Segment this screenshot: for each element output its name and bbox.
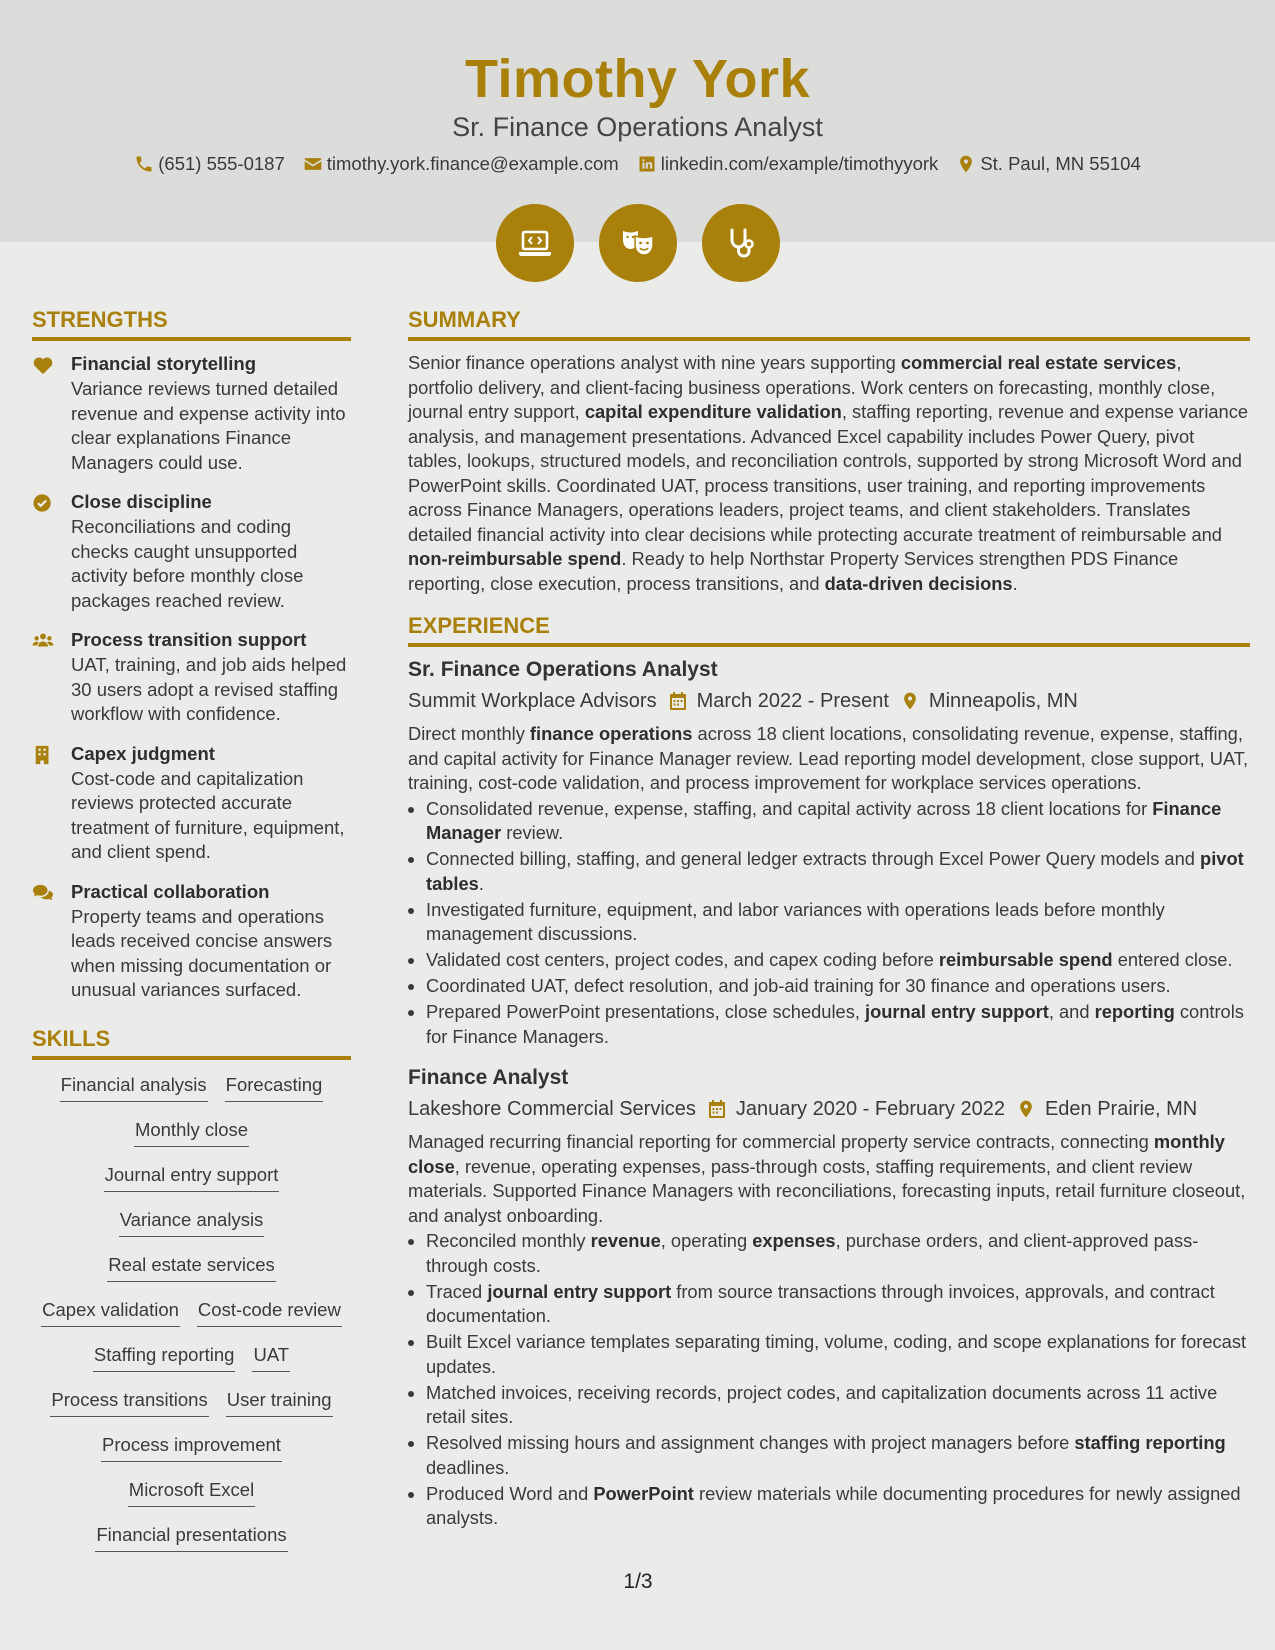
text-run: Coordinated UAT, defect resolution, and job-aid training for 30 finance and operations users. [426, 975, 1171, 996]
bold-phrase: reporting [1094, 1001, 1175, 1022]
text-run: from source transactions through invoices, approvals, and contract documentation. [426, 1280, 1215, 1326]
strength-item [32, 741, 351, 865]
skill-tag: UAT [252, 1342, 290, 1372]
job-intro [408, 1130, 1250, 1228]
skill-tag: Capex validation [41, 1297, 180, 1327]
bold-phrase: expenses [752, 1230, 836, 1251]
comments-icon [32, 883, 54, 903]
linkedin-icon [637, 154, 657, 174]
interest-badges [0, 204, 1275, 282]
envelope-icon [303, 154, 323, 174]
text-run: Prepared PowerPoint presentations, close schedules, [426, 1001, 865, 1022]
contact-location [956, 150, 1140, 178]
skills-heading: SKILLS [32, 1025, 351, 1060]
text-run: , operating [660, 1230, 753, 1251]
text-run: Reconciled monthly [426, 1230, 591, 1251]
job-bullet [426, 1482, 1250, 1531]
skill-tag: Journal entry support [104, 1162, 280, 1192]
skill-tag: Real estate services [107, 1252, 276, 1282]
page-number: 1/3 [623, 1570, 653, 1593]
text-run: Connected billing, staffing, and general ledger extracts through Excel Power Query models and [426, 848, 1201, 869]
skill-row [32, 1207, 351, 1252]
contact-linkedin-text: linkedin.com/example/timothyyork [660, 153, 939, 174]
contact-bar [0, 150, 1275, 178]
contact-location-text: St. Paul, MN 55104 [980, 153, 1141, 174]
text-run: Consolidated revenue, expense, staffing, and capital activity across 18 client locations for [426, 797, 1153, 819]
strength-item [32, 351, 351, 475]
strength-title: Practical collaboration [71, 880, 270, 902]
strength-title: Capex judgment [71, 742, 215, 764]
candidate-name: Timothy York [464, 49, 811, 109]
job-meta [408, 686, 1250, 716]
skills-list [32, 1072, 351, 1567]
skill-row [32, 1162, 351, 1207]
job-meta [408, 1094, 1250, 1124]
bold-phrase: data-driven decisions [824, 572, 1013, 594]
skill-tag: Forecasting [225, 1072, 324, 1102]
experience-section [408, 612, 1250, 1531]
job-bullet [426, 898, 1250, 947]
job-title: Sr. Finance Operations Analyst [408, 658, 718, 681]
text-run: across 18 client locations, consolidating revenue, expense, staffing, and capital activity for Finance Manager review. Lead reporting model development, close support, UAT, training, cost-code validation, and process improvement for workplace services operations. [408, 723, 1249, 793]
text-run: Managed recurring financial reporting for commercial property service contracts, connecting [408, 1131, 1154, 1152]
contact-phone-text: (651) 555-0187 [158, 153, 285, 174]
text-run: Built Excel variance templates separating timing, volume, coding, and scope explanations for forecast updates. [426, 1331, 1247, 1377]
text-run: review. [501, 822, 564, 843]
phone-icon [134, 154, 154, 174]
calendar-icon [707, 1099, 727, 1119]
bold-phrase: staffing reporting [1074, 1432, 1226, 1453]
right-column [408, 306, 1250, 1532]
text-run: , and [1048, 1001, 1095, 1022]
bold-phrase: PowerPoint [593, 1482, 694, 1504]
job-company: Lakeshore Commercial Services [408, 1098, 696, 1120]
check-circle-icon [32, 493, 54, 513]
strength-item [32, 627, 351, 727]
skill-tag: Microsoft Excel [128, 1477, 255, 1507]
job-bullet [426, 1229, 1250, 1278]
bold-phrase: commercial real estate services [900, 352, 1177, 373]
map-pin-icon [1016, 1099, 1036, 1119]
text-run: Senior finance operations analyst with nine years supporting [408, 352, 901, 373]
job-title: Finance Analyst [408, 1066, 569, 1089]
strength-title: Financial storytelling [71, 353, 257, 374]
job-entry [408, 1063, 1250, 1531]
skill-row [32, 1072, 351, 1117]
job-bullet [426, 948, 1250, 973]
skill-tag: Process transitions [50, 1387, 208, 1417]
skill-row [32, 1297, 351, 1342]
skill-tag: Staffing reporting [93, 1342, 236, 1372]
job-bullets [408, 797, 1250, 1050]
text-run: , staffing reporting, revenue and expense variance analysis, and management presentations. Advanced Excel capability includes Power Query, pivot tables, lookups, structured models, and reconciliation controls, supported by strong Microsoft Word and PowerPoint skills. Coordinated UAT, process transitions, user training, and reporting improvements across Finance Managers, operations leaders, project teams, and client stakeholders. Translates detailed financial activity into clear decisions while protecting accurate treatment of reimbursable and [408, 401, 1249, 545]
skill-tag: Cost-code review [197, 1297, 342, 1327]
badge-stethoscope [702, 204, 780, 282]
summary-text [408, 351, 1250, 596]
text-run: entered close. [1112, 949, 1233, 970]
calendar-icon [668, 691, 688, 711]
contact-phone[interactable] [134, 150, 285, 178]
bold-phrase: reimbursable spend [938, 949, 1113, 970]
bold-phrase: capital expenditure validation [584, 401, 842, 422]
building-icon [32, 745, 54, 765]
job-entry [408, 655, 1250, 1049]
text-run: deadlines. [426, 1456, 510, 1478]
map-pin-icon [900, 691, 920, 711]
contact-linkedin[interactable] [637, 150, 939, 178]
strength-desc: Property teams and operations leads received concise answers when missing documentation or unusual variances surfaced. [71, 905, 333, 1000]
job-bullet [426, 797, 1250, 846]
laptop-code-icon [515, 223, 555, 263]
bold-phrase: journal entry support [865, 1001, 1049, 1022]
strengths-heading: STRENGTHS [32, 306, 351, 341]
text-run: , revenue, operating expenses, pass-through costs, staffing requirements, and client review materials. Supported Finance Managers with reconciliations, forecasting inputs, retail furniture closeout, and analyst onboarding. [408, 1155, 1246, 1226]
bold-phrase: finance operations [529, 723, 693, 744]
bold-phrase: revenue [590, 1230, 661, 1251]
strength-title: Process transition support [71, 629, 307, 650]
job-intro [408, 722, 1250, 796]
text-run: , purchase orders, and client-approved pass-through costs. [426, 1230, 1199, 1276]
left-column [32, 306, 351, 1567]
job-bullet [426, 1280, 1250, 1329]
stethoscope-icon [721, 223, 761, 263]
badge-laptop [496, 204, 574, 282]
job-company: Summit Workplace Advisors [408, 690, 657, 712]
job-bullet [426, 847, 1250, 896]
skill-row [32, 1477, 351, 1522]
bold-phrase: pivot tables [426, 848, 1244, 894]
text-run: . [478, 872, 484, 894]
text-run: controls for Finance Managers. [426, 1001, 1244, 1047]
job-bullets [408, 1229, 1250, 1531]
job-bullet [426, 1000, 1250, 1049]
job-bullet [426, 1330, 1250, 1379]
job-location: Minneapolis, MN [928, 690, 1078, 712]
text-run: review materials while documenting procedures for newly assigned analysts. [426, 1482, 1241, 1528]
skill-row [32, 1342, 351, 1387]
job-bullet [426, 1381, 1250, 1430]
strength-title: Close discipline [71, 491, 212, 512]
strength-desc: Reconciliations and coding checks caught unsupported activity before monthly close packages reached review. [71, 516, 304, 611]
text-run: Direct monthly [408, 723, 530, 744]
text-run: Traced [426, 1280, 488, 1302]
skill-tag: Variance analysis [119, 1207, 265, 1237]
strength-item [32, 489, 351, 613]
text-run: , portfolio delivery, and client-facing business operations. Work centers on forecasting, monthly close, journal entry support, [408, 352, 1216, 422]
heart-icon [32, 355, 54, 375]
job-bullet [426, 974, 1250, 999]
skill-row [32, 1117, 351, 1162]
job-location: Eden Prairie, MN [1044, 1098, 1198, 1120]
map-pin-icon [956, 154, 976, 174]
skill-tag: Process improvement [101, 1432, 282, 1462]
summary-heading: SUMMARY [408, 306, 1250, 341]
strength-item [32, 879, 351, 1003]
experience-heading: EXPERIENCE [408, 612, 1250, 647]
theater-masks-icon [618, 223, 658, 263]
skill-row [32, 1432, 351, 1477]
text-run: Investigated furniture, equipment, and labor variances with operations leads before monthly management discussions. [426, 898, 1165, 944]
bold-phrase: journal entry support [487, 1280, 672, 1302]
skill-row [32, 1252, 351, 1297]
text-run: . Ready to help Northstar Property Services strengthen PDS Finance reporting, close execution, process transitions, and [408, 548, 1179, 594]
bold-phrase: non-reimbursable spend [408, 548, 622, 569]
job-bullet [426, 1431, 1250, 1480]
text-run: . [1012, 572, 1018, 594]
skill-tag: User training [226, 1387, 333, 1417]
strengths-list [32, 351, 351, 1003]
text-run: Matched invoices, receiving records, project codes, and capitalization documents across 11 active retail sites. [426, 1381, 1218, 1427]
bold-phrase: monthly close [408, 1131, 1225, 1177]
skill-tag: Financial analysis [60, 1072, 208, 1102]
text-run: Validated cost centers, project codes, and capex coding before [426, 949, 939, 970]
job-dates: January 2020 - February 2022 [735, 1098, 1005, 1120]
users-icon [32, 631, 54, 651]
skill-tag: Financial presentations [95, 1522, 287, 1552]
job-dates: March 2022 - Present [696, 690, 889, 712]
contact-email[interactable] [303, 150, 619, 178]
skill-row [32, 1522, 351, 1567]
contact-email-text: timothy.york.finance@example.com [326, 153, 619, 174]
strength-desc: Variance reviews turned detailed revenue and expense activity into clear explanations Finance Managers could use. [71, 378, 346, 473]
strength-desc: UAT, training, and job aids helped 30 users adopt a revised staffing workflow with confidence. [71, 654, 347, 724]
bold-phrase: Finance Manager [426, 797, 1222, 843]
skill-row [32, 1387, 351, 1432]
text-run: Produced Word and [426, 1482, 594, 1504]
skill-tag: Monthly close [134, 1117, 249, 1147]
skills-section [32, 1025, 351, 1567]
text-run: Resolved missing hours and assignment changes with project managers before [426, 1432, 1075, 1453]
badge-masks [599, 204, 677, 282]
strength-desc: Cost-code and capitalization reviews protected accurate treatment of furniture, equipment, and client spend. [71, 767, 345, 862]
candidate-title: Sr. Finance Operations Analyst [452, 112, 823, 142]
